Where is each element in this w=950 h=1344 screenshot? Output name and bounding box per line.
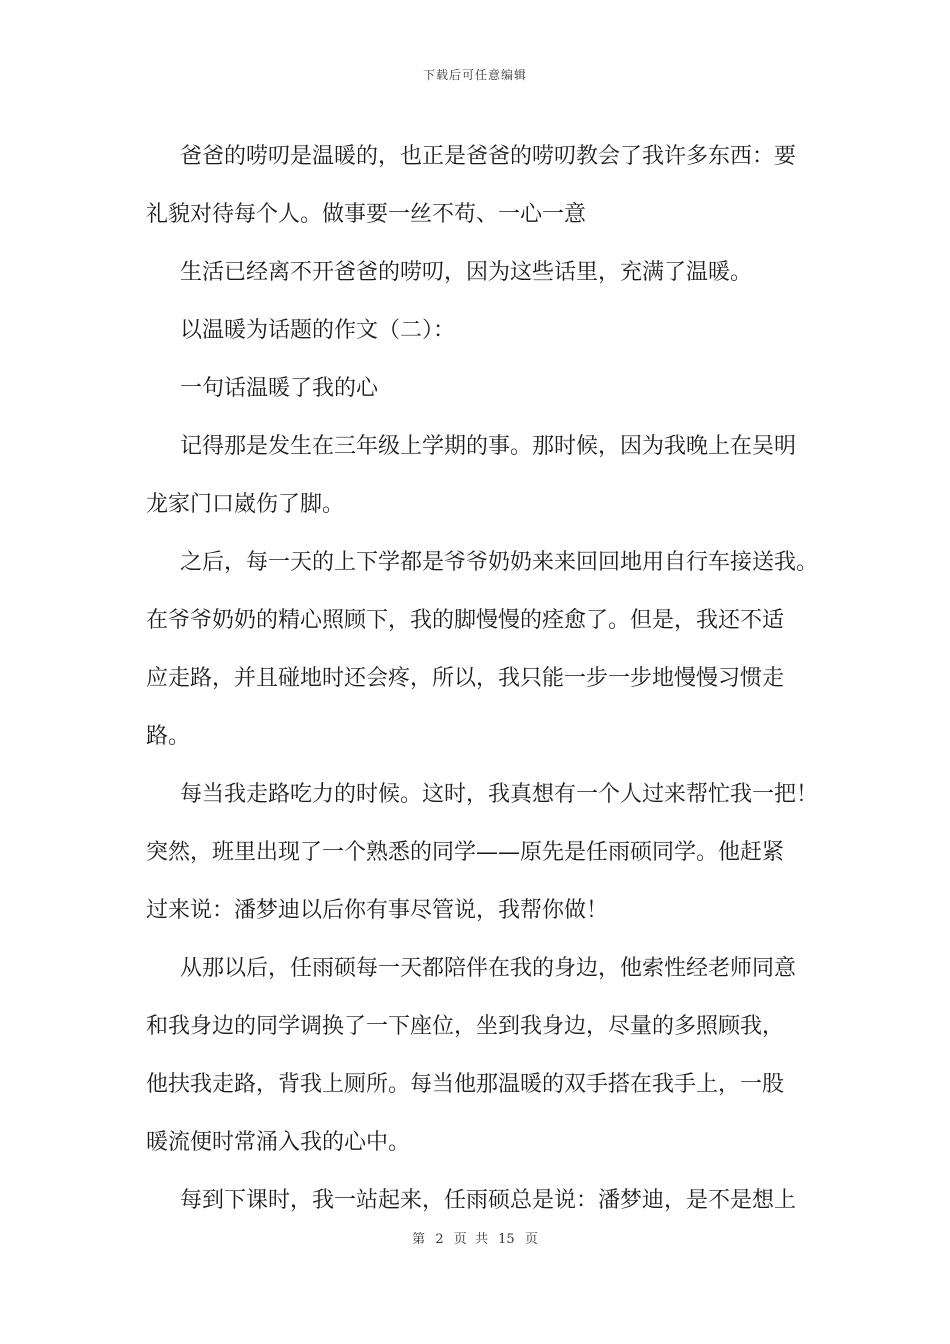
text-line: 每到下课时，我一站起来，任雨硕总是说：潘梦迪，是不是想上 — [180, 1188, 797, 1213]
text-line: 应走路，并且碰地时还会疼，所以，我只能一步一步地慢慢习惯走 — [146, 666, 785, 691]
document-body — [146, 128, 819, 1230]
text-line: 路。 — [146, 724, 191, 749]
essay-title: 以温暖为话题的作文（二）： — [180, 318, 456, 343]
footer-prefix: 第 — [412, 1232, 426, 1247]
text-line: 生活已经离不开爸爸的唠叨，因为这些话里，充满了温暖。 — [180, 260, 753, 285]
page-footer — [0, 1228, 950, 1247]
text-line: 礼貌对待每个人。做事要一丝不苟、一心一意 — [146, 202, 587, 227]
text-line: 爸爸的唠叨是温暖的，也正是爸爸的唠叨教会了我许多东西：要 — [180, 144, 797, 169]
text-line: 过来说：潘梦迪以后你有事尽管说，我帮你做！ — [146, 898, 609, 923]
text-line: 从那以后，任雨硕每一天都陪伴在我的身边，他索性经老师同意 — [180, 956, 797, 981]
essay-subtitle: 一句话温暖了我的心 — [180, 376, 379, 401]
footer-page-number: 2 — [435, 1232, 444, 1247]
text-line: 之后，每一天的上下学都是爷爷奶奶来来回回地用自行车接送我。 — [180, 550, 819, 575]
page-header: 下载后可任意编辑 — [422, 68, 527, 82]
text-line: 暖流便时常涌入我的心中。 — [146, 1130, 411, 1155]
text-line: 突然，班里出现了一个熟悉的同学——原先是任雨硕同学。他赶紧 — [146, 840, 785, 865]
footer-mid: 页 共 — [453, 1232, 488, 1247]
footer-total-pages: 15 — [498, 1232, 515, 1247]
text-line: 每当我走路吃力的时候。这时，我真想有一个人过来帮忙我一把！ — [180, 782, 819, 807]
text-line: 记得那是发生在三年级上学期的事。那时候，因为我晚上在吴明 — [180, 434, 797, 459]
text-line: 他扶我走路，背我上厕所。每当他那温暖的双手搭在我手上，一股 — [146, 1072, 785, 1097]
text-line: 和我身边的同学调换了一下座位，坐到我身边，尽量的多照顾我， — [146, 1014, 785, 1039]
text-line: 龙家门口崴伤了脚。 — [146, 492, 345, 517]
text-line: 在爷爷奶奶的精心照顾下，我的脚慢慢的痊愈了。但是，我还不适 — [146, 608, 785, 633]
footer-suffix: 页 — [524, 1232, 538, 1247]
